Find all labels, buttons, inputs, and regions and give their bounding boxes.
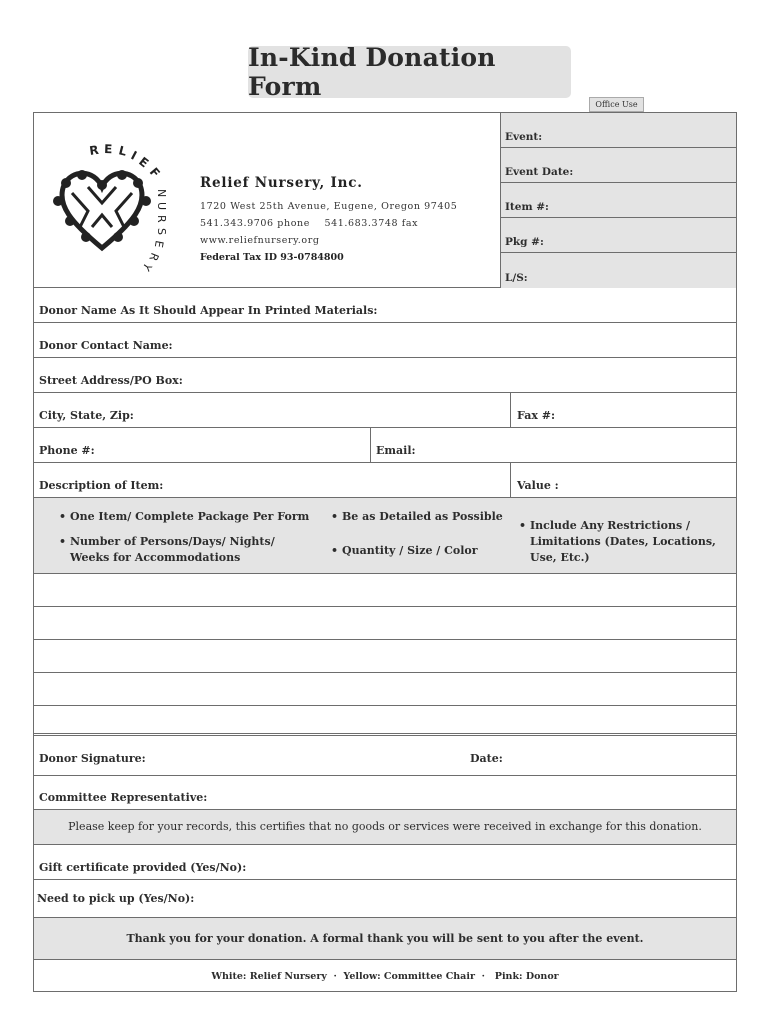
phone-email-row	[34, 428, 736, 463]
description-line[interactable]	[34, 706, 736, 736]
logo-letter: E	[136, 154, 152, 171]
form-header	[34, 113, 736, 288]
office-use-panel	[500, 113, 736, 288]
description-value-row	[34, 463, 736, 498]
logo-letter: N	[155, 189, 168, 198]
copy-distribution: White: Relief Nursery · Yellow: Committee Chair · Pink: Donor	[211, 971, 559, 982]
logo-letter: F	[146, 164, 163, 181]
records-notice: Please keep for your records, this certifies that no goods or services were received in exchange for this donation.	[34, 810, 736, 845]
office-item-number-field[interactable]: Item #:	[501, 183, 736, 218]
logo-letter: S	[155, 228, 168, 235]
street-address-field[interactable]: Street Address/PO Box:	[34, 358, 736, 393]
committee-rep-field[interactable]: Committee Representative:	[34, 776, 736, 810]
city-fax-row	[34, 393, 736, 428]
item-guidelines	[34, 498, 736, 574]
thank-you-banner: Thank you for your donation. A formal thank you will be sent to you after the event.	[34, 918, 736, 960]
logo-letter: E	[151, 239, 166, 249]
value-field[interactable]: Value :	[517, 479, 559, 492]
date-field[interactable]: Date:	[470, 752, 503, 765]
logo-letter: U	[155, 202, 168, 211]
office-event-date-field[interactable]: Event Date:	[501, 148, 736, 183]
guideline-one-item: • One Item/ Complete Package Per Form	[70, 509, 309, 525]
org-phone-fax: 541.343.9706 phone 541.683.3748 fax	[200, 218, 419, 229]
gift-certificate-field[interactable]: Gift certificate provided (Yes/No):	[34, 845, 736, 880]
org-website[interactable]: www.reliefnursery.org	[200, 235, 320, 246]
guideline-persons: • Number of Persons/Days/ Nights/ Weeks for Accommodations	[70, 534, 275, 566]
donor-signature-field[interactable]: Donor Signature:	[39, 752, 146, 765]
org-address: 1720 West 25th Avenue, Eugene, Oregon 97405	[200, 201, 458, 212]
city-state-zip-field[interactable]: City, State, Zip:	[39, 409, 134, 422]
description-line[interactable]	[34, 640, 736, 673]
logo-letter: I	[128, 148, 140, 163]
logo-letter: E	[103, 142, 113, 157]
guideline-quantity: • Quantity / Size / Color	[342, 543, 478, 559]
signature-row	[34, 736, 736, 776]
guideline-restrictions: • Include Any Restrictions / Limitations (Dates, Locations, Use, Etc.)	[530, 518, 716, 566]
description-line[interactable]	[34, 574, 736, 607]
donation-form	[33, 112, 737, 992]
org-tax-id: Federal Tax ID 93-0784800	[200, 252, 344, 263]
divider	[510, 393, 511, 427]
logo-letter: R	[146, 250, 162, 263]
divider	[510, 463, 511, 497]
relief-nursery-logo-icon	[42, 123, 192, 283]
donor-contact-field[interactable]: Donor Contact Name:	[34, 323, 736, 358]
logo-letter: L	[117, 143, 129, 159]
org-name: Relief Nursery, Inc.	[200, 175, 363, 191]
description-line[interactable]	[34, 673, 736, 706]
pick-up-field[interactable]: Need to pick up (Yes/No):	[34, 880, 736, 918]
logo-letter: R	[155, 215, 168, 223]
logo-letter: Y	[139, 260, 155, 274]
office-use-tag: Office Use	[589, 97, 644, 112]
office-event-field[interactable]: Event:	[501, 113, 736, 148]
donor-name-field[interactable]: Donor Name As It Should Appear In Printed Materials:	[34, 288, 736, 323]
office-ls-field[interactable]: L/S:	[505, 272, 528, 284]
description-field[interactable]: Description of Item:	[39, 479, 164, 492]
email-field[interactable]: Email:	[376, 444, 416, 457]
organization-info	[200, 175, 490, 266]
description-line[interactable]	[34, 607, 736, 640]
divider	[370, 428, 371, 462]
form-title: In-Kind Donation Form	[248, 46, 571, 98]
guideline-detailed: • Be as Detailed as Possible	[342, 509, 503, 525]
logo-letter: R	[88, 142, 100, 158]
phone-field[interactable]: Phone #:	[39, 444, 95, 457]
office-pkg-number-field[interactable]: Pkg #:	[501, 218, 736, 253]
fax-field[interactable]: Fax #:	[517, 409, 556, 422]
